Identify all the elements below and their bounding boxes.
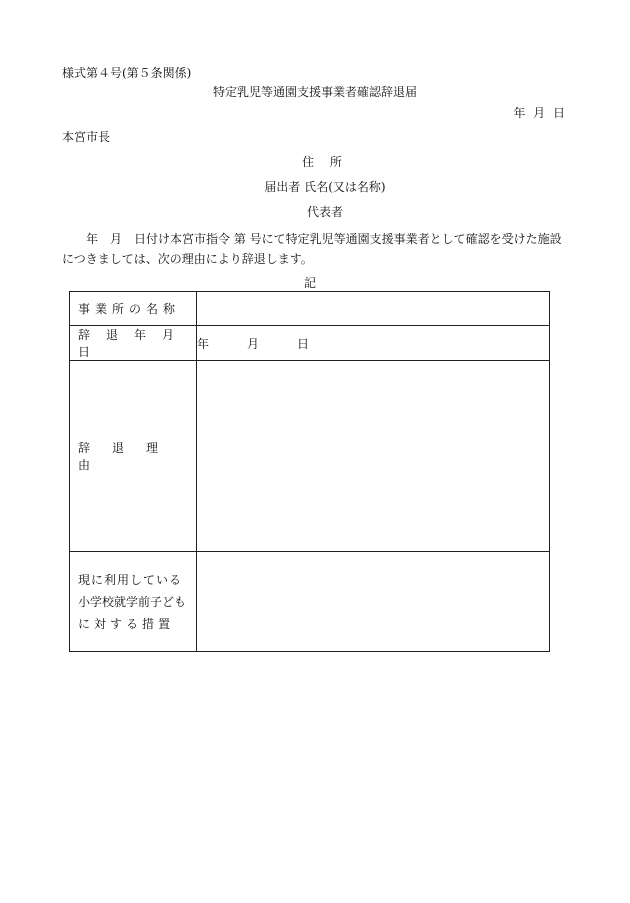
child-measures-label-line-1: 現に利用している bbox=[78, 572, 183, 587]
date-year-unit: 年 bbox=[197, 336, 210, 351]
form-number: 様式第４号(第５条関係) bbox=[62, 66, 192, 80]
facility-name-value[interactable] bbox=[197, 292, 550, 326]
table-row-withdrawal-reason bbox=[70, 361, 550, 552]
withdrawal-reason-label: 辞退理由 bbox=[70, 361, 197, 552]
facility-name-label: 事業所の名称 bbox=[70, 292, 197, 326]
address-label: 住 所 bbox=[302, 155, 348, 169]
child-measures-label-line-3: に対する措置 bbox=[78, 616, 175, 631]
ki-heading: 記 bbox=[303, 276, 316, 290]
withdrawal-date-value[interactable] bbox=[197, 326, 550, 361]
child-measures-label bbox=[70, 552, 197, 652]
record-table bbox=[69, 291, 550, 652]
date-month-unit: 月 bbox=[247, 336, 260, 351]
body-text: 年 月 日付け本宮市指令 第 号にて特定乳児等通園支援事業者として確認を受けた施設につきましては、次の理由により辞退します。 bbox=[62, 232, 562, 266]
child-measures-value[interactable] bbox=[197, 552, 550, 652]
table-row-child-measures bbox=[70, 552, 550, 652]
table-row-facility-name bbox=[70, 292, 550, 326]
representative-label: 代表者 bbox=[306, 205, 343, 219]
withdrawal-reason-value[interactable] bbox=[197, 361, 550, 552]
submitter-name-label: 届出者 氏名(又は名称) bbox=[264, 180, 386, 194]
withdrawal-date-label: 辞退年月日 bbox=[70, 326, 197, 361]
document-title: 特定乳児等通園支援事業者確認辞退届 bbox=[212, 85, 417, 99]
submission-date: 年 月 日 bbox=[513, 106, 567, 120]
addressee: 本宮市長 bbox=[62, 130, 111, 144]
date-day-unit: 日 bbox=[297, 336, 310, 351]
table-row-withdrawal-date bbox=[70, 326, 550, 361]
child-measures-label-line-2: 小学校就学前子ども bbox=[78, 594, 187, 609]
